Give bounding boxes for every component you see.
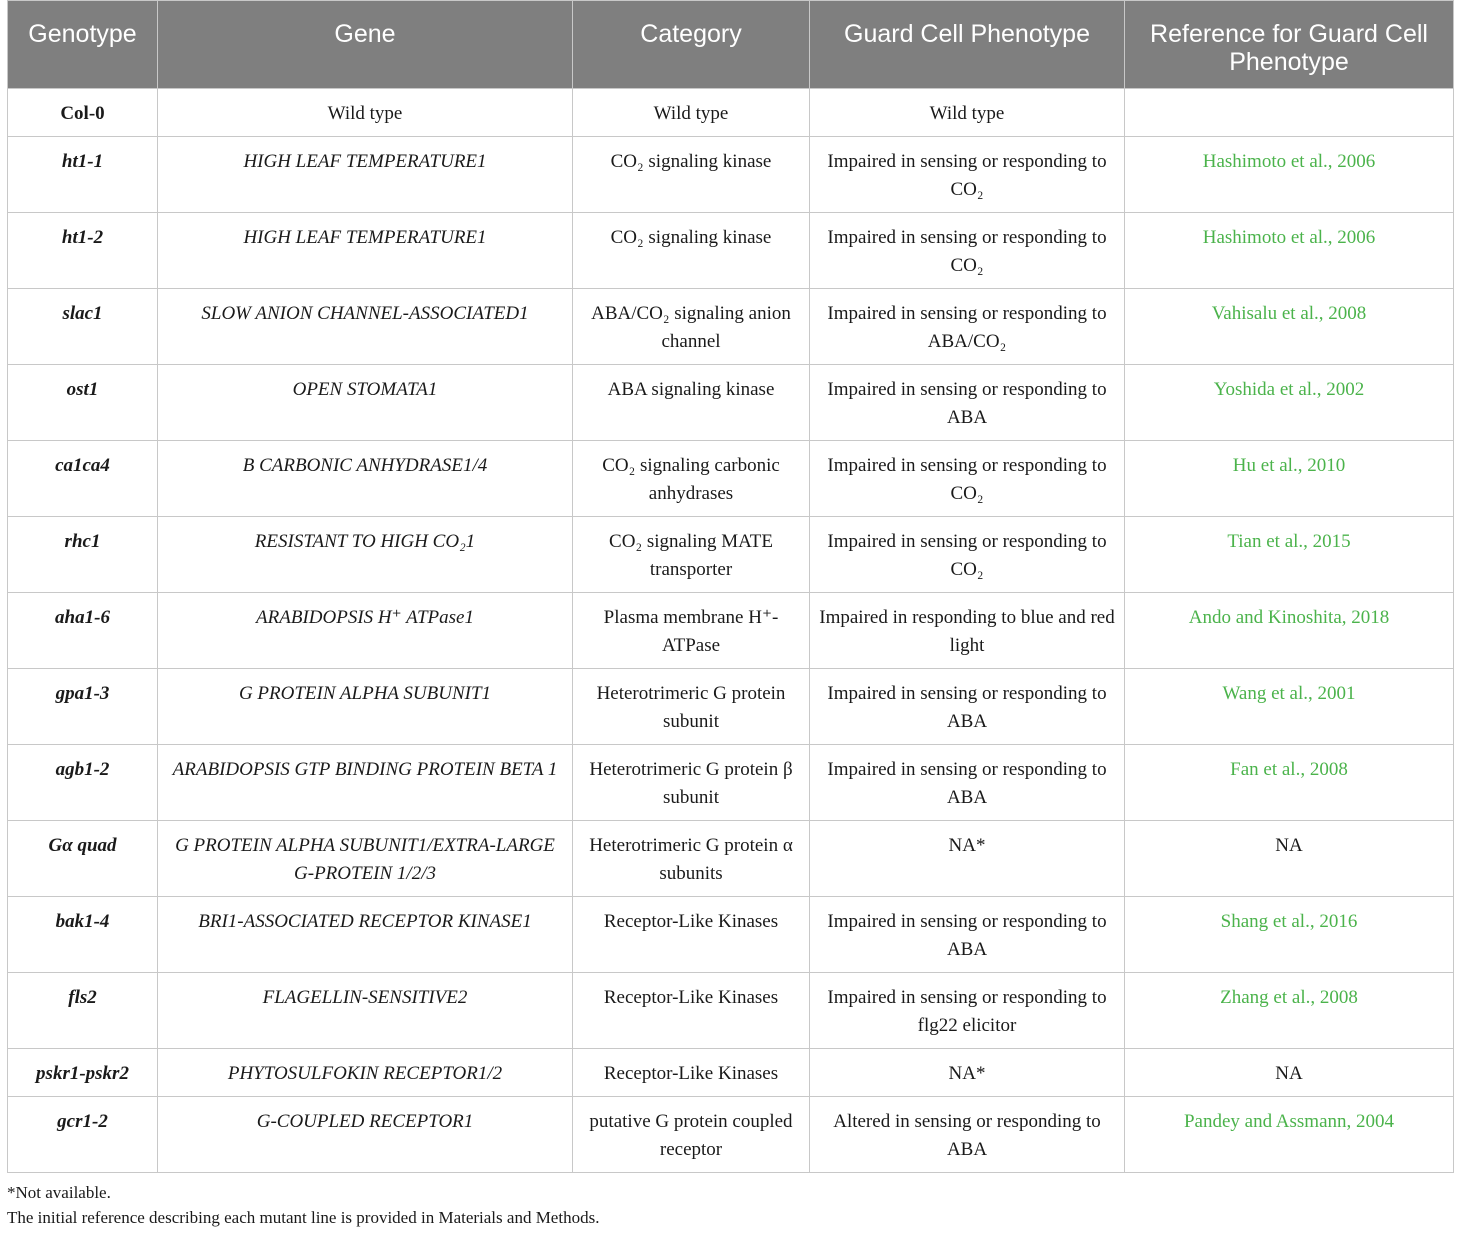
category-cell: ABA/CO₂ signaling anion channel [573, 289, 810, 365]
table-row [8, 89, 1454, 137]
reference-link[interactable]: Hu et al., 2010 [1125, 441, 1454, 517]
category-cell: Heterotrimeric G protein subunit [573, 669, 810, 745]
category-cell: ABA signaling kinase [573, 365, 810, 441]
gene-cell: BRI1-ASSOCIATED RECEPTOR KINASE1 [158, 897, 573, 973]
genotype-cell: pskr1-pskr2 [8, 1049, 158, 1097]
table-container [7, 0, 1453, 1173]
reference-cell: NA [1125, 1049, 1454, 1097]
category-cell: Receptor-Like Kinases [573, 1049, 810, 1097]
genotype-cell: ht1-1 [8, 137, 158, 213]
gene-cell: OPEN STOMATA1 [158, 365, 573, 441]
category-cell: CO₂ signaling MATE transporter [573, 517, 810, 593]
table-row [8, 441, 1454, 517]
phenotype-cell: NA* [810, 821, 1125, 897]
reference-link[interactable]: Tian et al., 2015 [1125, 517, 1454, 593]
gene-cell: B CARBONIC ANHYDRASE1/4 [158, 441, 573, 517]
gene-cell: RESISTANT TO HIGH CO₂1 [158, 517, 573, 593]
genotype-cell: aha1-6 [8, 593, 158, 669]
table-row [8, 821, 1454, 897]
table-row [8, 365, 1454, 441]
category-cell: Wild type [573, 89, 810, 137]
phenotype-cell: NA* [810, 1049, 1125, 1097]
phenotype-cell: Impaired in sensing or responding to ABA [810, 745, 1125, 821]
header-reference: Reference for Guard Cell Phenotype [1125, 1, 1454, 89]
genotype-cell: gpa1-3 [8, 669, 158, 745]
table-row [8, 593, 1454, 669]
phenotype-cell: Impaired in sensing or responding to ABA [810, 365, 1125, 441]
reference-cell: NA [1125, 821, 1454, 897]
phenotype-cell: Impaired in sensing or responding to CO₂ [810, 137, 1125, 213]
category-cell: putative G protein coupled receptor [573, 1097, 810, 1173]
phenotype-cell: Wild type [810, 89, 1125, 137]
table-row [8, 897, 1454, 973]
gene-cell: PHYTOSULFOKIN RECEPTOR1/2 [158, 1049, 573, 1097]
reference-link[interactable]: Shang et al., 2016 [1125, 897, 1454, 973]
reference-link[interactable]: Pandey and Assmann, 2004 [1125, 1097, 1454, 1173]
phenotype-cell: Impaired in sensing or responding to ABA [810, 669, 1125, 745]
genotype-cell: gcr1-2 [8, 1097, 158, 1173]
category-cell: Plasma membrane H⁺-ATPase [573, 593, 810, 669]
header-phenotype: Guard Cell Phenotype [810, 1, 1125, 89]
header-row [8, 1, 1454, 89]
phenotype-cell: Impaired in sensing or responding to ABA [810, 897, 1125, 973]
gene-cell: G-COUPLED RECEPTOR1 [158, 1097, 573, 1173]
phenotype-cell: Impaired in sensing or responding to CO₂ [810, 517, 1125, 593]
table-row [8, 137, 1454, 213]
category-cell: Receptor-Like Kinases [573, 897, 810, 973]
gene-cell: FLAGELLIN-SENSITIVE2 [158, 973, 573, 1049]
genotype-cell: ost1 [8, 365, 158, 441]
reference-link[interactable]: Zhang et al., 2008 [1125, 973, 1454, 1049]
gene-cell: ARABIDOPSIS GTP BINDING PROTEIN BETA 1 [158, 745, 573, 821]
category-cell: CO₂ signaling kinase [573, 213, 810, 289]
table-row [8, 1097, 1454, 1173]
gene-cell: ARABIDOPSIS H⁺ ATPase1 [158, 593, 573, 669]
genotype-cell: slac1 [8, 289, 158, 365]
table-row [8, 745, 1454, 821]
reference-link[interactable]: Ando and Kinoshita, 2018 [1125, 593, 1454, 669]
header-genotype: Genotype [8, 1, 158, 89]
reference-link[interactable]: Hashimoto et al., 2006 [1125, 137, 1454, 213]
table-row [8, 973, 1454, 1049]
genotype-cell: Gα quad [8, 821, 158, 897]
table-row [8, 289, 1454, 365]
table-footnotes [7, 1180, 599, 1230]
genotype-cell: ht1-2 [8, 213, 158, 289]
header-category: Category [573, 1, 810, 89]
reference-link[interactable]: Wang et al., 2001 [1125, 669, 1454, 745]
phenotype-cell: Altered in sensing or responding to ABA [810, 1097, 1125, 1173]
category-cell: CO₂ signaling carbonic anhydrases [573, 441, 810, 517]
category-cell: CO₂ signaling kinase [573, 137, 810, 213]
gene-cell: Wild type [158, 89, 573, 137]
genotype-cell: ca1ca4 [8, 441, 158, 517]
table-row [8, 669, 1454, 745]
gene-cell: SLOW ANION CHANNEL-ASSOCIATED1 [158, 289, 573, 365]
reference-link[interactable]: Fan et al., 2008 [1125, 745, 1454, 821]
header-gene: Gene [158, 1, 573, 89]
gene-cell: HIGH LEAF TEMPERATURE1 [158, 137, 573, 213]
category-cell: Receptor-Like Kinases [573, 973, 810, 1049]
genotype-cell: fls2 [8, 973, 158, 1049]
gene-cell: HIGH LEAF TEMPERATURE1 [158, 213, 573, 289]
reference-link[interactable]: Yoshida et al., 2002 [1125, 365, 1454, 441]
table-row [8, 213, 1454, 289]
phenotype-cell: Impaired in sensing or responding to CO₂ [810, 213, 1125, 289]
category-cell: Heterotrimeric G protein β subunit [573, 745, 810, 821]
reference-link[interactable]: Vahisalu et al., 2008 [1125, 289, 1454, 365]
table-row [8, 517, 1454, 593]
footnote-reference: The initial reference describing each mutant line is provided in Materials and Methods. [7, 1208, 600, 1227]
genotype-cell: rhc1 [8, 517, 158, 593]
gene-cell: G PROTEIN ALPHA SUBUNIT1 [158, 669, 573, 745]
gene-cell: G PROTEIN ALPHA SUBUNIT1/EXTRA-LARGE G-PROTEIN 1/2/3 [158, 821, 573, 897]
genotype-cell: agb1-2 [8, 745, 158, 821]
phenotype-cell: Impaired in sensing or responding to CO₂ [810, 441, 1125, 517]
genotype-cell: Col-0 [8, 89, 158, 137]
genotype-table [7, 0, 1454, 1173]
reference-link[interactable]: Hashimoto et al., 2006 [1125, 213, 1454, 289]
phenotype-cell: Impaired in sensing or responding to flg22 elicitor [810, 973, 1125, 1049]
footnote-na: *Not available. [7, 1183, 111, 1202]
genotype-cell: bak1-4 [8, 897, 158, 973]
reference-cell [1125, 89, 1454, 137]
phenotype-cell: Impaired in responding to blue and red light [810, 593, 1125, 669]
phenotype-cell: Impaired in sensing or responding to ABA/CO₂ [810, 289, 1125, 365]
category-cell: Heterotrimeric G protein α subunits [573, 821, 810, 897]
table-row [8, 1049, 1454, 1097]
